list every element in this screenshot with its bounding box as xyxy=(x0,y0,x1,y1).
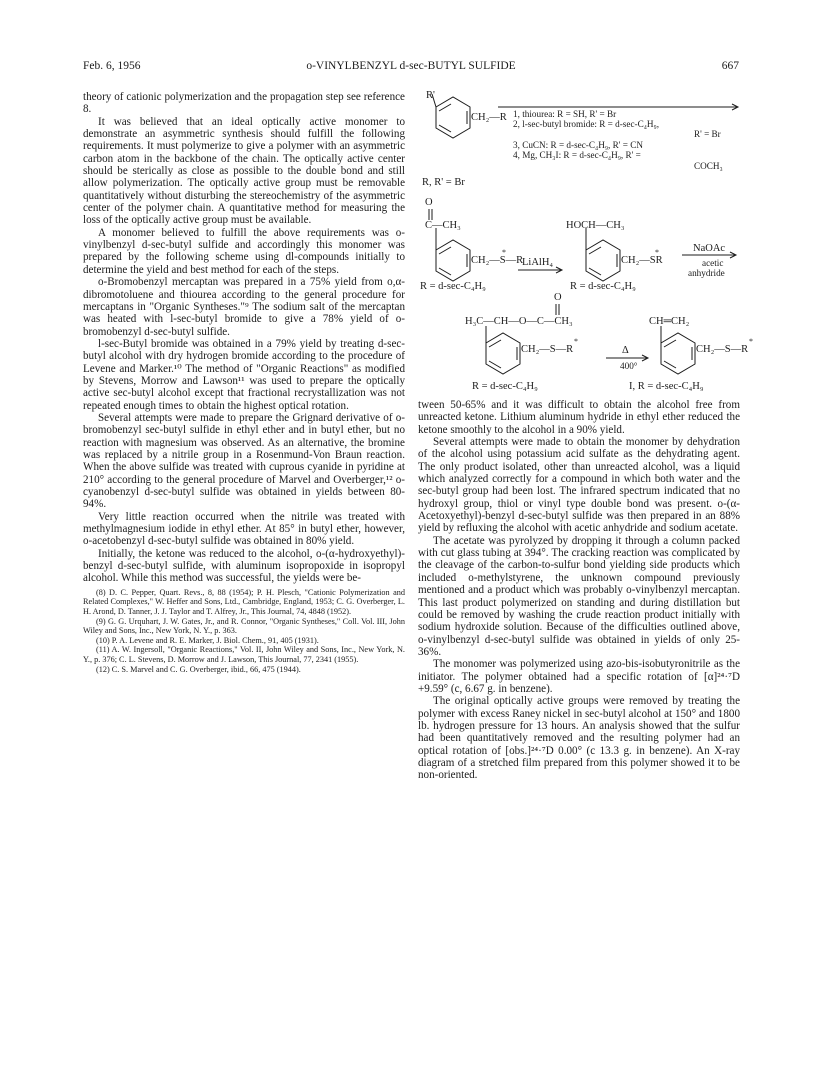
ketone-oxygen: O xyxy=(425,197,433,208)
ketone-acetyl: C—CH₃ xyxy=(425,220,461,231)
reaction-step-2-cont: R' = Br xyxy=(694,129,721,139)
acetate-side-chain: CH₂—S—R xyxy=(521,344,574,355)
r-definition-3: R = d-sec-C₄H₉ xyxy=(472,381,538,392)
benzene-ring-3 xyxy=(586,228,620,281)
paragraph: A monomer believed to fulfill the above requirements was o-vinylbenzyl d-sec-butyl sulfide and accordingly this monomer was prepared by the following scheme using dl-compounds initially to determine the yield and best method for each of the steps. xyxy=(83,226,405,276)
anhydride-label: anhydride xyxy=(688,268,725,278)
paragraph: The original optically active groups were removed by treating the polymer with excess Raney nickel in sec-butyl alcohol at 150° and 1800 lb. hydrogen pressure for 13 hours. An analysis showed that the sulfur had been quantitatively removed and the resulting polymer had an optical rotation of [obs.]²⁴·⁷D 0.00° (c 13.3 g. in benzene). An X-ray diagram of a stretched film prepared from this polymer showed it to be non-oriented. xyxy=(418,695,740,782)
acetate-oxygen: O xyxy=(554,292,562,303)
paragraph: tween 50-65% and it was difficult to obtain the alcohol free from unreacted ketone. Lithium aluminum hydride in ethyl ether reduced the ketone smoothly to the alcohol in a 90% yield. xyxy=(418,399,740,436)
alcohol-side-chain: CH₂—SR xyxy=(621,255,663,266)
reaction-step-4-cont: COCH₃ xyxy=(694,161,723,171)
asterisk-2: * xyxy=(655,248,659,257)
r-prime-label: R' xyxy=(426,90,435,101)
r-rprime-br-label: R, R' = Br xyxy=(422,177,465,188)
page-header xyxy=(83,60,739,76)
alcohol-group: HOCH—CH₃ xyxy=(566,220,625,231)
paragraph: It was believed that an ideal optically active monomer to demonstrate an asymmetric synthesis should fulfill the following requirements. It must polymerize to give a polymer with an asymmetric carbon atom in the backbone of the chain. The optically active center should be sterically as close as possible to the double bond and still allow polymerization. The optically active group must be removable quantitatively without disturbing the stereochemistry of the asymmetric center of the polymer chain. A quantitative method for measuring the loss of the optically active group must be available. xyxy=(83,115,405,227)
header-title: o-VINYLBENZYL d-sec-BUTYL SULFIDE xyxy=(306,60,516,72)
ch2r-label: CH₂—R xyxy=(471,112,507,123)
paragraph: The acetate was pyrolyzed by dropping it through a column packed with cut glass tubing at 394°. The cracking reaction was complicated by the cleavage of the carbon-to-sulfur bond yielding side products which included o-methylstyrene, the unknown compound previously mentioned and a product which was probably o-vinylbenzyl mercaptan. This last product polymerized on standing and during distillation but could be removed by washing the crude reaction product initially with sodium hydroxide solution. Because of the difficulties outlined above, o-vinylbenzyl d-sec-butyl sulfide was obtained in yields of only 25-36%. xyxy=(418,534,740,658)
benzene-ring-4 xyxy=(486,304,559,374)
paragraph: Several attempts were made to prepare the Grignard derivative of o-bromobenzyl sec-butyl sulfide in ethyl ether and in butyl ether, but no reaction with magnesium was observed. As an alternative, the bromine was replaced by a nitrile group in a Rosenmund-Von Braun reaction. When the above sulfide was treated with cuprous cyanide in pyridine at 210° according to the general procedure of Marvel and Overberger,¹² o-cyanobenzyl d-sec-butyl sulfide was obtained in yields between 80-94%. xyxy=(83,411,405,511)
asterisk-1: * xyxy=(502,248,506,257)
r-definition-1: R = d-sec-C₄H₉ xyxy=(420,281,486,292)
paragraph: o-Bromobenzyl mercaptan was prepared in a 75% yield from o,α-dibromotoluene and thiourea according to the general procedure for mercaptans in "Organic Syntheses."⁹ The sodium salt of the mercaptan was heated with l-sec-butyl bromide to give a 78% yield of o-bromobenzyl d-sec-butyl sulfide. xyxy=(83,276,405,338)
asterisk-4: * xyxy=(749,337,753,346)
naoac-label: NaOAc xyxy=(693,243,726,254)
footnote: (12) C. S. Marvel and C. G. Overberger, ibid., 66, 475 (1944). xyxy=(96,664,301,674)
asterisk-3: * xyxy=(574,337,578,346)
paragraph: l-sec-Butyl bromide was obtained in a 79% yield by treating d-sec-butyl alcohol with dry hydrogen bromide according to the procedure of Levene and Marker.¹⁰ The method of "Organic Reactions" as modified by Stevens, Morrow and Lawson¹¹ was used to prepare the optically active sec-butyl alcohol except that fractional recrystallization was not repeated enough times to obtain the highest optical rotation. xyxy=(83,337,405,412)
ketone-side-chain: CH₂—S—R xyxy=(471,255,524,266)
benzene-ring-1 xyxy=(432,94,470,138)
footnote: (8) D. C. Pepper, Quart. Revs., 8, 88 (1954); P. H. Plesch, "Cationic Polymerization and Related Complexes," W. Heffer and Sons, Ltd., Cambridge, England, 1953; C. G. Overberger, L. H. Arond, D. Tanner, J. J. Taylor and T. Alfrey, Jr., This Journal, 74, 4848 (1952). xyxy=(83,587,405,616)
vinyl-side-chain: CH₂—S—R xyxy=(696,344,749,355)
reaction-step-3: 3, CuCN: R = d-sec-C₄H₉, R' = CN xyxy=(513,140,643,150)
product-label: I, R = d-sec-C₄H₉ xyxy=(629,381,704,392)
vinyl-group: CH═CH₂ xyxy=(649,316,690,327)
delta-label: Δ xyxy=(622,345,629,356)
reaction-step-1: 1, thiourea: R = SH, R' = Br xyxy=(513,109,617,119)
acetate-chain: H₃C—CH—O—C—CH₃ xyxy=(465,316,573,327)
lialh4-label: LiAlH₄ xyxy=(522,257,554,268)
footnotes xyxy=(83,588,405,674)
temperature-label: 400° xyxy=(620,361,638,371)
r-definition-2: R = d-sec-C₄H₉ xyxy=(570,281,636,292)
paragraph: Several attempts were made to obtain the monomer by dehydration of the alcohol using potassium acid sulfate as the dehydrating agent. The only product isolated, other than unreacted alcohol, was a liquid which analyzed correctly for a compound in which both water and the sec-butyl group had been lost. The infrared spectrum indicated that no hydroxyl group, thiol or vinyl type double bond was present. o-(α-Acetoxyethyl)-benzyl d-sec-butyl sulfide was then prepared in an 88% yield by refluxing the alcohol with acetic anhydride and sodium acetate. xyxy=(418,436,740,535)
footnote: (10) P. A. Levene and R. E. Marker, J. Biol. Chem., 91, 405 (1931). xyxy=(96,635,319,645)
footnote: (9) G. G. Urquhart, J. W. Gates, Jr., and R. Connor, "Organic Syntheses," Coll. Vol. III, John Wiley and Sons, Inc., New York, N. Y., p. 363. xyxy=(83,616,405,636)
acetic-label: acetic xyxy=(702,258,724,268)
paragraph: The monomer was polymerized using azo-bis-isobutyronitrile as the initiator. The polymer obtained had a specific rotation of [α]²⁴·⁷D +9.59° (c, 6.67 g. in benzene). xyxy=(418,658,740,695)
footnote: (11) A. W. Ingersoll, "Organic Reactions," Vol. II, John Wiley and Sons, Inc., New York, N. Y., p. 376; C. L. Stevens, D. Morrow and J. Lawson, This Journal, 77, 2341 (1955). xyxy=(83,645,405,664)
left-column xyxy=(83,91,405,674)
right-column xyxy=(418,399,740,782)
paragraph: Initially, the ketone was reduced to the alcohol, o-(α-hydroxyethyl)-benzyl d-sec-butyl sulfide, with aluminum isopropoxide in isopropyl alcohol. While this method was successful, the yields were be- xyxy=(83,547,405,585)
page-number: 667 xyxy=(721,60,739,72)
paragraph: Very little reaction occurred when the nitrile was treated with methylmagnesium iodide in ethyl ether. At 85° in butyl ether, however, o-acetobenzyl d-sec-butyl sulfide was obtained in 80% yield. xyxy=(83,510,405,548)
reaction-step-4: 4, Mg, CH₃I: R = d-sec-C₄H₉, R' = xyxy=(513,150,641,160)
header-date: Feb. 6, 1956 xyxy=(83,60,141,72)
reaction-step-2: 2, l-sec-butyl bromide: R = d-sec-C₄H₉, xyxy=(513,119,660,129)
benzene-ring-5 xyxy=(661,326,695,374)
paragraph: theory of cationic polymerization and the propagation step see reference 8. xyxy=(83,91,405,116)
